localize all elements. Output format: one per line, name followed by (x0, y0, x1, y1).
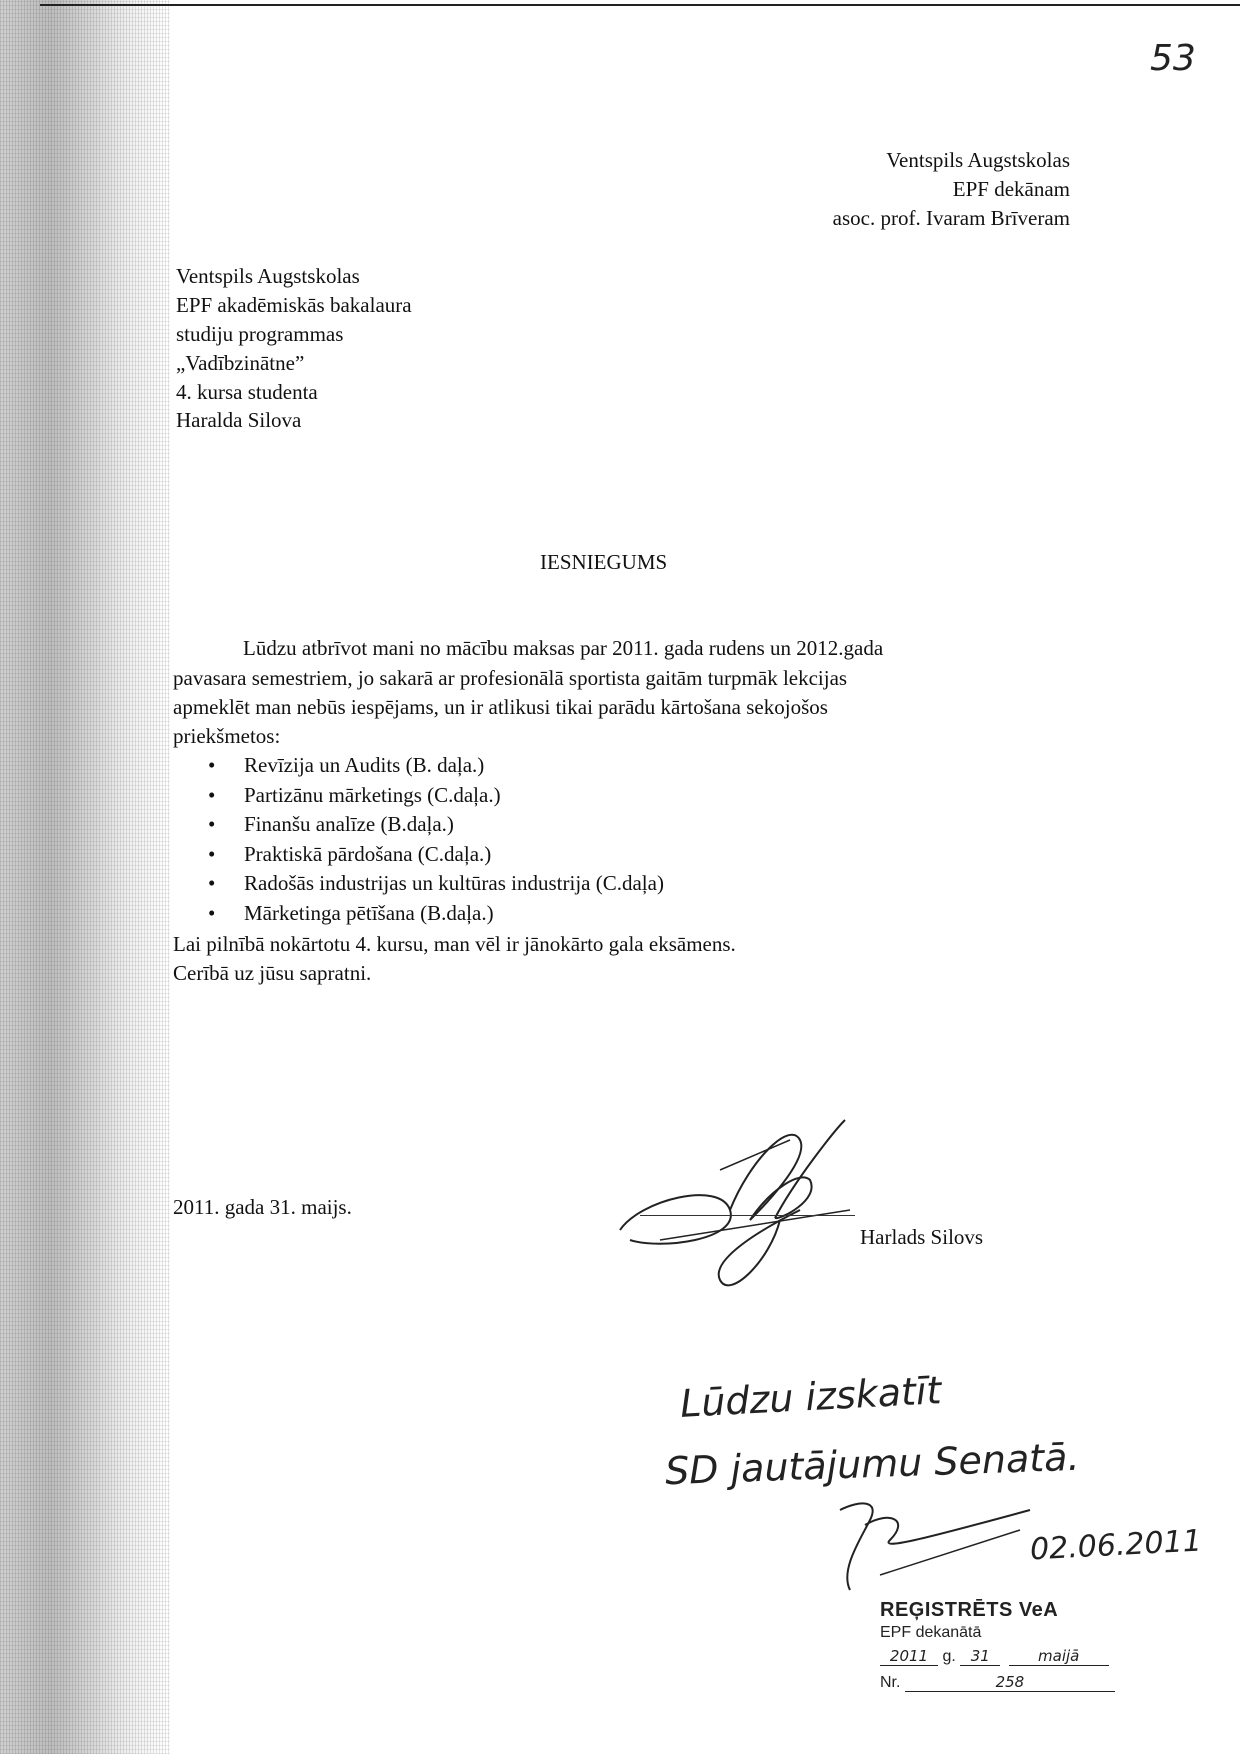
scan-shadow-edge (0, 0, 170, 1754)
stamp-month: maijā (1009, 1647, 1109, 1666)
signer-name: Harlads Silovs (860, 1225, 984, 1249)
closing-line-2: Cerībā uz jūsu sapratni. (173, 961, 372, 985)
stamp-year: 2011 (880, 1647, 938, 1666)
body-line-3: apmeklēt man nebūs iespējams, un ir atlikusi tikai parādu kārtošana sekojošos (173, 695, 828, 719)
stamp-nr-value: 258 (905, 1673, 1115, 1692)
stamp-nr-label: Nr. (880, 1674, 901, 1691)
subject-item: • Praktiskā pārdošana (C.daļa.) (208, 840, 664, 870)
body-line-2: pavasara semestriem, jo sakarā ar profesionālā sportista gaitām turpmāk lekcijas (173, 666, 848, 690)
subject-item: • Revīzija un Audits (B. daļa.) (208, 751, 664, 781)
letter-date: 2011. gada 31. maijs. (173, 1195, 352, 1219)
recipient-line-2: EPF dekānam (952, 177, 1070, 201)
stamp-date-row (880, 1646, 1115, 1668)
subject-item: • Finanšu analīze (B.daļa.) (208, 810, 664, 840)
document-title: IESNIEGUMS (540, 550, 668, 574)
subject-list (208, 751, 664, 928)
registration-stamp (880, 1599, 1115, 1694)
subject-item: • Partizānu mārketings (C.daļa.) (208, 781, 664, 811)
stamp-day: 31 (960, 1647, 1000, 1666)
scan-top-border (40, 4, 1240, 6)
sender-line-4: „Vadībzinātne” (176, 351, 305, 375)
sender-line-3: studiju programmas (176, 322, 344, 346)
sender-line-1: Ventspils Augstskolas (176, 264, 360, 288)
resolution-line-1: Lūdzu izskatīt (679, 1368, 943, 1426)
body-line-1: Lūdzu atbrīvot mani no mācību maksas par 2011. gada rudens un 2012.gada (243, 636, 884, 660)
resolution-date: 02.06.2011 (1029, 1523, 1203, 1568)
stamp-number-row (880, 1672, 1115, 1694)
sender-line-6: Haralda Silova (176, 408, 302, 432)
signature-image (600, 1100, 880, 1310)
resolution-line-2: SD jautājumu Senatā. (664, 1434, 1081, 1494)
recipient-line-3: asoc. prof. Ivaram Brīveram (832, 206, 1070, 230)
stamp-g-label: g. (942, 1648, 956, 1665)
recipient-line-1: Ventspils Augstskolas (886, 148, 1070, 172)
handwritten-page-number: 53 (1150, 38, 1196, 79)
sender-line-5: 4. kursa studenta (176, 380, 318, 404)
body-line-4: priekšmetos: (173, 724, 281, 748)
stamp-office: EPF dekanātā (880, 1624, 982, 1641)
signature-line (640, 1215, 855, 1216)
closing-line-1: Lai pilnībā nokārtotu 4. kursu, man vēl ir jānokārto gala eksāmens. (173, 932, 736, 956)
stamp-heading: REĢISTRĒTS VeA (880, 1599, 1059, 1621)
subject-item: • Mārketinga pētīšana (B.daļa.) (208, 899, 664, 929)
subject-item: • Radošās industrijas un kultūras industrija (C.daļa) (208, 869, 664, 899)
resolution-signature (820, 1490, 1040, 1600)
sender-line-2: EPF akadēmiskās bakalaura (176, 293, 412, 317)
